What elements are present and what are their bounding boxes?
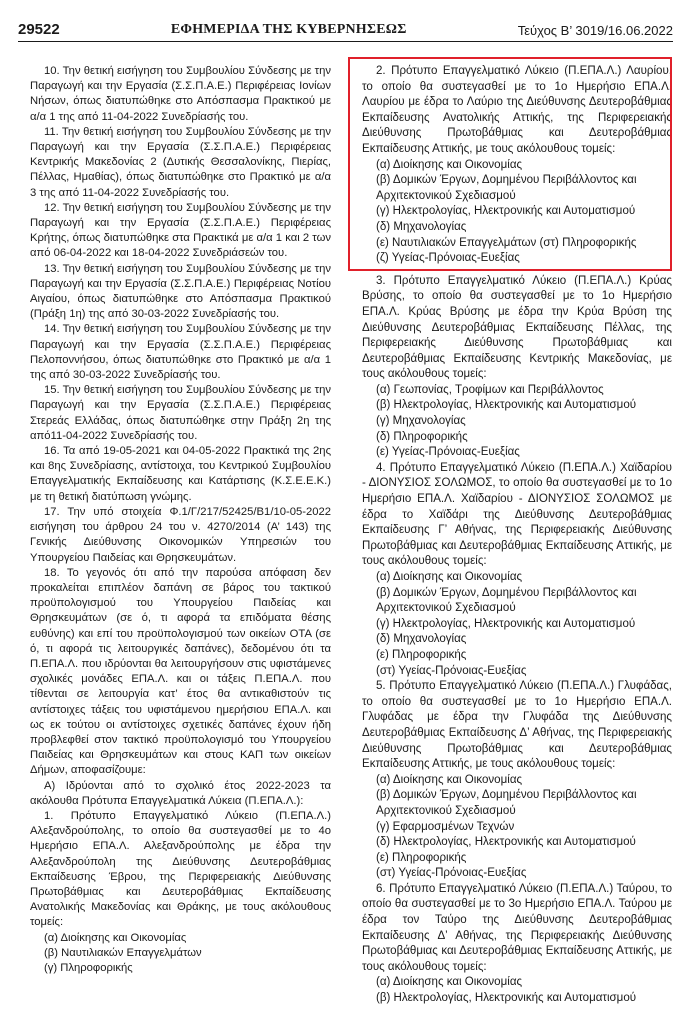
right-list-item: (γ) Εφαρμοσμένων Τεχνών [376, 820, 515, 833]
right-list-item: (γ) Μηχανολογίας [376, 415, 466, 428]
right-paragraph: 6. Πρότυπο Επαγγελματικό Λύκειο (Π.ΕΠΑ.Λ.) Ταύρου, το οποίο θα συστεγασθεί με το 3ο Ημερήσιο ΕΠΑ.Λ. Ταύρου με έδρα τον Ταύρο της Διεύθυνσης Δευτεροβάθμιας Εκπαίδευσης Δ’ Αθήνας, της Περιφερειακής Διεύθυνσης Πρωτοβάθμιας και Δευτεροβάθμιας Εκπαίδευσης Αττικής, με τους ακόλουθους τομείς: [362, 882, 672, 973]
right-list-item: (α) Διοίκησης και Οικονομίας [376, 571, 523, 583]
right-list-item: (ε) Υγείας-Πρόνοιας-Ευεξίας [376, 446, 520, 459]
red-highlight-box [348, 57, 672, 271]
left-list-item: (α) Διοίκησης και Οικονομίας [44, 931, 187, 944]
left-paragraph: 11. Την θετική εισήγηση του Συμβουλίου Σύνδεσης με την Παραγωγή και την Εργασία (Σ.Σ.Π.Α.Ε.) Περιφέρειας Κεντρικής Μακεδονίας 2 (Δυτικής Θεσσαλονίκης, Πιερίας, Πέλλας, Ημαθίας), όπως διατυπώθηκε στο Πρακτικό με α/α 3 της από 11-04-2022 Συνεδρίασής του. [30, 125, 331, 199]
right-list-item: (ε) Πληροφορικής [376, 648, 467, 661]
right-list-item: (β) Δομικών Έργων, Δομημένου Περιβάλλοντος και Αρχιτεκτονικού Σχεδιασμού [376, 586, 637, 615]
issue-reference: Τεύχος Β’ 3019/16.06.2022 [517, 23, 673, 38]
right-list-item: (δ) Ηλεκτρολογίας, Ηλεκτρονικής και Αυτοματισμού [376, 836, 636, 849]
right-list-item: (β) Δομικών Έργων, Δομημένου Περιβάλλοντος και Αρχιτεκτονικού Σχεδιασμού [376, 789, 637, 817]
highlight-list-item: (γ) Ηλεκτρολογίας, Ηλεκτρονικής και Αυτοματισμού [376, 205, 636, 218]
right-list-item: (β) Ηλεκτρολογίας, Ηλεκτρονικής και Αυτοματισμού [376, 399, 637, 412]
left-paragraph: 13. Την θετική εισήγηση του Συμβουλίου Σύνδεσης με την Παραγωγή και την Εργασία (Σ.Σ.Π.Α.Ε.) Περιφέρειας Νοτίου Αιγαίου, όπως διατυπώθηκε στο Απόσπασμα Πρακτικού (Πράξη 1η) της από 30-03-2022 Συνεδρίασής του. [30, 262, 331, 321]
highlight-list-item: (β) Δομικών Έργων, Δομημένου Περιβάλλοντος και Αρχιτεκτονικού Σχεδιασμού [376, 174, 637, 202]
left-list-item: (β) Ναυτιλιακών Επαγγελμάτων [44, 946, 202, 959]
left-paragraph: 17. Την υπό στοιχεία Φ.1/Γ/217/52425/Β1/10-05-2022 εισήγηση του άρθρου 24 του ν. 4270/2014 (Α’ 143) της Γενικής Διεύθυνσης Οικονομικών Υπηρεσιών του Υπουργείου Παιδείας και Θρησκευμάτων. [30, 505, 331, 564]
left-paragraph: 12. Την θετική εισήγηση του Συμβουλίου Σύνδεσης με την Παραγωγή και την Εργασία (Σ.Σ.Π.Α.Ε.) Περιφέρειας Κρήτης, όπως διατυπώθηκε στα Πρακτικά με α/α 1 και 2 των από 06-04-2022 και 18-04-2022 Συνεδριάσεών του. [30, 201, 331, 260]
highlight-list-item: (α) Διοίκησης και Οικονομίας [376, 158, 523, 171]
left-paragraph: 14. Την θετική εισήγηση του Συμβουλίου Σύνδεσης με την Παραγωγή και την Εργασία (Σ.Σ.Π.Α.Ε.) Περιφέρειας Πελοποννήσου, όπως διατυπώθηκε στο Πρακτικό με α/α 1 της από 30-03-2022 Συνεδρίασής του. [30, 323, 331, 382]
left-paragraph: 16. Τα από 19-05-2021 και 04-05-2022 Πρακτικά της 2ης και 8ης Συνεδρίασης, αντίστοιχα, του Κεντρικού Συμβουλίου Επαγγελματικής Εκπαίδευσης και Κατάρτισης (Κ.Σ.Ε.Ε.Κ.) με τη θετική διατύπωση γνώμης. [30, 445, 331, 503]
gazette-title: ΕΦΗΜΕΡΙΔΑ ΤΗΣ ΚΥΒΕΡΝΗΣΕΩΣ [170, 22, 407, 37]
right-paragraph: 3. Πρότυπο Επαγγελματικό Λύκειο (Π.ΕΠΑ.Λ.) Κρύας Βρύσης, το οποίο θα συστεγασθεί με το 1ο Ημερήσιο ΕΠΑ.Λ. Κρύας Βρύσης με έδρα την Κρύα Βρύση της Διεύθυνσης Δευτεροβάθμιας Εκπαίδευσης Πέλλας, της Περιφερειακής Διεύθυνσης Πρωτοβάθμιας και Δευτεροβάθμιας Εκπαίδευσης Κεντρικής Μακεδονίας, με τους ακόλουθους τομείς: [362, 274, 672, 381]
right-list-item: (γ) Ηλεκτρολογίας, Ηλεκτρονικής και Αυτοματισμού [376, 617, 636, 630]
highlight-list-item: (δ) Μηχανολογίας [376, 220, 467, 233]
right-list-item: (στ) Υγείας-Πρόνοιας-Ευεξίας [376, 664, 527, 677]
right-paragraph: 5. Πρότυπο Επαγγελματικό Λύκειο (Π.ΕΠΑ.Λ.) Γλυφάδας, το οποίο θα συστεγασθεί με το 1ο Ημερήσιο ΕΠΑ.Λ. Γλυφάδας με έδρα την Γλυφάδα της Διεύθυνσης Δευτεροβάθμιας Εκπαίδευσης Δ’ Αθήνας, της Περιφερειακής Διεύθυνσης Πρωτοβάθμιας και Δευτεροβάθμιας Εκπαίδευσης Αττικής, με τους ακόλουθους τομείς: [362, 680, 672, 771]
right-list-item: (δ) Μηχανολογίας [376, 633, 467, 646]
page-number: 29522 [18, 21, 60, 38]
highlight-list-item: (ζ) Υγείας-Πρόνοιας-Ευεξίας [376, 252, 520, 265]
right-column-body [362, 274, 672, 1007]
right-list-item: (στ) Υγείας-Πρόνοιας-Ευεξίας [376, 867, 527, 880]
left-list-item: (γ) Πληροφορικής [44, 961, 133, 974]
right-list-item: (α) Γεωπονίας, Τροφίμων και Περιβάλλοντος [376, 383, 604, 396]
left-paragraph: 10. Την θετική εισήγηση του Συμβουλίου Σύνδεσης με την Παραγωγή και την Εργασία (Σ.Σ.Π.Α.Ε.) Περιφέρειας Ιονίων Νήσων, όπως διατυπώθηκε στο Απόσπασμα Πρακτικού με α/α 1 της από 11-04-2022 Συνεδρίασής του. [30, 65, 331, 123]
page-header [18, 14, 673, 42]
left-column [30, 64, 331, 976]
right-list-item: (ε) Πληροφορικής [376, 851, 467, 864]
right-list-item: (α) Διοίκησης και Οικονομίας [376, 773, 523, 786]
left-paragraph: Α) Ιδρύονται από το σχολικό έτος 2022-2023 τα ακόλουθα Πρότυπα Επαγγελματικά Λύκεια (Π.ΕΠΑ.Λ.): [30, 779, 331, 807]
highlight-paragraph: 2. Πρότυπο Επαγγελματικό Λύκειο (Π.ΕΠΑ.Λ.) Λαυρίου, το οποίο θα συστεγασθεί με το 1ο Ημερήσιο ΕΠΑ.Λ. Λαυρίου με έδρα το Λαύριο της Διεύθυνσης Δευτεροβάθμιας Εκπαίδευσης Ανατολικής Αττικής, της Περιφερειακής Διεύθυνσης Πρωτοβάθμιας και Δευτεροβάθμιας Εκπαίδευσης Αττικής, με τους ακόλουθους τομείς: [362, 65, 672, 155]
right-paragraph: 4. Πρότυπο Επαγγελματικό Λύκειο (Π.ΕΠΑ.Λ.) Χαϊδαρίου - ΔΙΟΝΥΣΙΟΣ ΣΟΛΩΜΟΣ, το οποίο θα συστεγασθεί με το 1ο Ημερήσιο ΕΠΑ.Λ. Χαϊδαρίου - ΔΙΟΝΥΣΙΟΣ ΣΟΛΩΜΟΣ με έδρα το Χαϊδάρι της Διεύθυνσης Δευτεροβάθμιας Εκπαίδευσης Γ’ Αθήνας, της Περιφερειακής Διεύθυνσης Πρωτοβάθμιας και Δευτεροβάθμιας Εκπαίδευσης Αττικής, με τους ακόλουθους τομείς: [362, 461, 672, 568]
left-paragraph: 18. Το γεγονός ότι από την παρούσα απόφαση δεν προκαλείται επιπλέον δαπάνη σε βάρος του τακτικού προϋπολογισμού του Υπουργείου Παιδείας και Θρησκευμάτων (σε ό, τι αφορά τα επιδόματα θέσης ευθύνης) και επί του προϋπολογισμού των οικείων ΟΤΑ (σε ό, τι αφορά τις λειτουργικές δαπάνες), δεδομένου ότι τα Π.ΕΠΑ.Λ. που ιδρύονται θα λειτουργήσουν στις υφιστάμενες σχολικές μονάδες ΕΠΑ.Λ. και οι τάξεις Π.ΕΠΑ.Λ. που τίθενται σε λειτουργία κατ’ έτος θα αντικαθιστούν τις αντίστοιχες τάξεις του υφιστάμενου ημερήσιου ΕΠΑ.Λ. και ως εκ τούτου οι αντίστοιχες σχετικές δαπάνες έχουν ήδη προβλεφθεί στον τακτικό προϋπολογισμό του Υπουργείου Παιδείας και Θρησκευμάτων και στους ΚΑΠ των οικείων Δήμων, αποφασίζουμε: [30, 566, 331, 777]
right-list-item: (β) Ηλεκτρολογίας, Ηλεκτρονικής και Αυτοματισμού [376, 992, 637, 1005]
right-list-item: (α) Διοίκησης και Οικονομίας [376, 976, 523, 989]
left-paragraph: 1. Πρότυπο Επαγγελματικό Λύκειο (Π.ΕΠΑ.Λ.) Αλεξανδρούπολης, το οποίο θα συστεγασθεί με το 4ο Ημερήσιο ΕΠΑ.Λ. Αλεξανδρούπολης με έδρα την Αλεξανδρούπολη της Διεύθυνσης Δευτεροβάθμιας Εκπαίδευσης Έβρου, της Περιφερειακής Διεύθυνσης Πρωτοβάθμιας και Δευτεροβάθμιας Εκπαίδευσης Ανατολικής Μακεδονίας και Θράκης, με τους ακόλουθους τομείς: [30, 809, 331, 929]
left-paragraph: 15. Την θετική εισήγηση του Συμβουλίου Σύνδεσης με την Παραγωγή και την Εργασία (Σ.Σ.Π.Α.Ε.) Περιφέρειας Στερεάς Ελλάδας, όπως διατυπώθηκε στην Πράξη 2η της από11-04-2022 Συνεδρίασής του. [30, 384, 331, 442]
highlight-list-item: (ε) Ναυτιλιακών Επαγγελμάτων (στ) Πληροφορικής [376, 236, 637, 249]
right-list-item: (δ) Πληροφορικής [376, 430, 468, 443]
